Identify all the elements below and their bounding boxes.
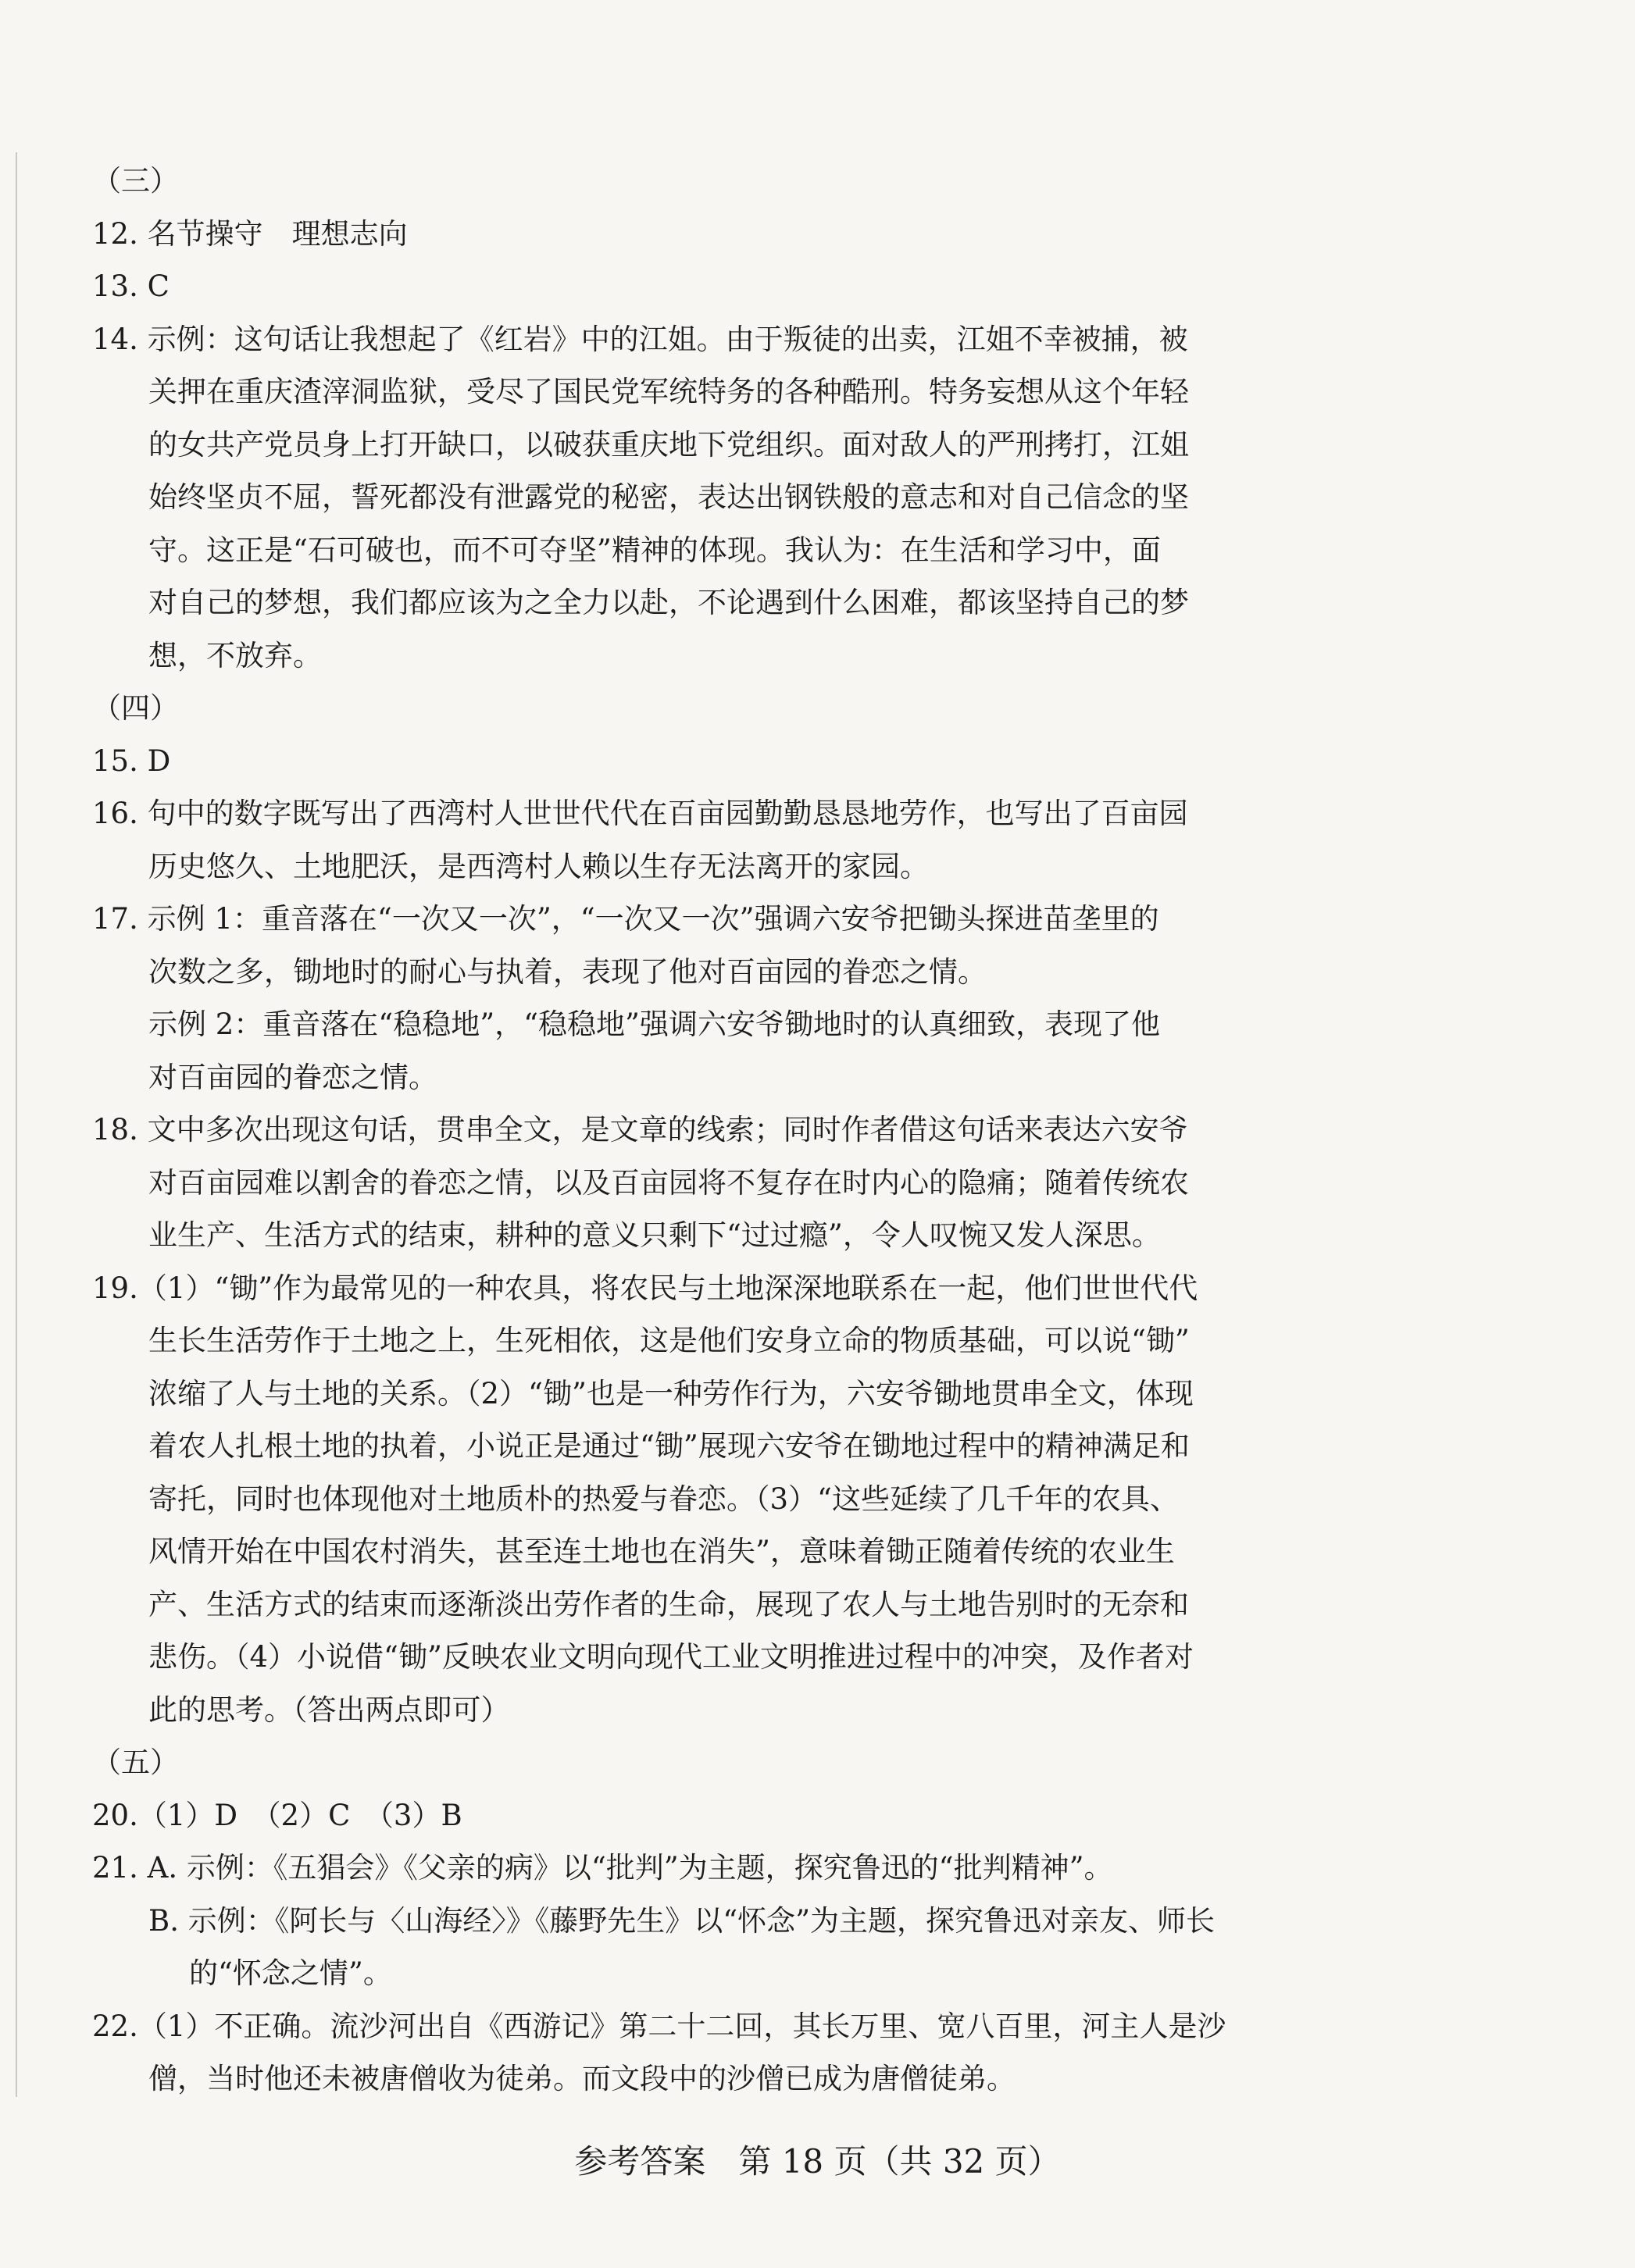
answer-22-line-2: 僧，当时他还未被唐僧收为徒弟。而文段中的沙僧已成为唐僧徒弟。 [148,2062,1016,2095]
answer-17-line-2: 次数之多，锄地时的耐心与执着，表现了他对百亩园的眷恋之情。 [148,954,987,989]
answer-17-line-4: 对百亩园的眷恋之情。 [148,1060,437,1094]
answer-14-line-2: 关押在重庆渣滓洞监狱，受尽了国民党军统特务的各种酷刑。特务妄想从这个年轻 [148,375,1189,408]
answer-19-line-6: 风情开始在中国农村消失，甚至连土地也在消失”，意味着锄正随着传统的农业生 [148,1535,1175,1568]
answer-14-line-4: 始终坚贞不屈，誓死都没有泄露党的秘密，表达出钢铁般的意志和对自己信念的坚 [148,480,1189,514]
section-heading-4: （四） [92,691,179,725]
answer-18-line-1: 18. 文中多次出现这句话，贯串全文，是文章的线索；同时作者借这句话来表达六安爷 [92,1113,1188,1146]
answer-21-a: 21. A. 示例：《五猖会》《父亲的病》以“批判”为主题，探究鲁迅的“批判精神”。 [92,1851,1113,1885]
answer-21-b-line-2: 的“怀念之情”。 [189,1956,392,1990]
answer-19-line-5: 寄托，同时也体现他对土地质朴的热爱与眷恋。（3）“这些延续了几千年的农具、 [148,1482,1179,1516]
answer-14-line-7: 想，不放弃。 [148,638,322,672]
answer-12: 12. 名节操守 理想志向 [92,216,408,251]
page-footer: 参考答案 第 18 页（共 32 页） [574,2142,1061,2181]
answer-19-line-8: 悲伤。（4）小说借“锄”反映农业文明向现代工业文明推进过程中的冲突，及作者对 [148,1640,1194,1674]
answer-14-line-3: 的女共产党员身上打开缺口，以破获重庆地下党组织。面对敌人的严刑拷打，江姐 [148,427,1189,462]
answer-19-line-9: 此的思考。（答出两点即可） [148,1692,510,1727]
answer-15: 15. D [92,744,171,778]
answer-16-line-2: 历史悠久、土地肥沃，是西湾村人赖以生存无法离开的家园。 [148,849,929,883]
answer-19-line-4: 着农人扎根土地的执着，小说正是通过“锄”展现六安爷在锄地过程中的精神满足和 [148,1429,1190,1463]
answer-21-b-line-1: B. 示例：《阿长与〈山海经〉》《藤野先生》以“怀念”为主题，探究鲁迅对亲友、师长 [148,1903,1216,1938]
answer-14-line-6: 对自己的梦想，我们都应该为之全力以赴，不论遇到什么困难，都该坚持自己的梦 [148,586,1189,619]
answer-19-line-2: 生长生活劳作于土地之上，生死相依，这是他们安身立命的物质基础，可以说“锄” [148,1324,1190,1357]
answer-17-line-1: 17. 示例 1：重音落在“一次又一次”，“一次又一次”强调六安爷把锄头探进苗垄里的 [92,902,1159,936]
answer-20: 20.（1）D （2）C （3）B [92,1798,462,1832]
answer-14-line-1: 14. 示例：这句话让我想起了《红岩》中的江姐。由于叛徒的出卖，江姐不幸被捕，被 [92,322,1188,356]
answer-19-line-3: 浓缩了人与土地的关系。（2）“锄”也是一种劳作行为，六安爷锄地贯串全文，体现 [148,1376,1194,1410]
answer-18-line-2: 对百亩园难以割舍的眷恋之情，以及百亩园将不复存在时内心的隐痛；随着传统农 [148,1165,1189,1200]
margin-line [16,152,17,2097]
answer-16-line-1: 16. 句中的数字既写出了西湾村人世世代代在百亩园勤勤恳恳地劳作，也写出了百亩园 [92,797,1188,830]
section-heading-3: （三） [92,164,179,198]
answer-22-line-1: 22.（1）不正确。流沙河出自《西游记》第二十二回，其长万里、宽八百里，河主人是沙 [92,2009,1226,2043]
answer-19-line-7: 产、生活方式的结束而逐渐淡出劳作者的生命，展现了农人与土地告别时的无奈和 [148,1587,1189,1621]
section-heading-5: （五） [92,1746,179,1779]
answer-19-line-1: 19.（1）“锄”作为最常见的一种农具，将农民与土地深深地联系在一起，他们世世代代 [92,1271,1198,1305]
answer-14-line-5: 守。这正是“石可破也，而不可夺坚”精神的体现。我认为：在生活和学习中，面 [148,533,1161,567]
answer-17-line-3: 示例 2：重音落在“稳稳地”，“稳稳地”强调六安爷锄地时的认真细致，表现了他 [148,1007,1160,1041]
answer-18-line-3: 业生产、生活方式的结束，耕种的意义只剩下“过过瘾”，令人叹惋又发人深思。 [148,1218,1161,1252]
answer-13: 13. C [92,269,170,303]
answer-content [92,155,1326,2106]
